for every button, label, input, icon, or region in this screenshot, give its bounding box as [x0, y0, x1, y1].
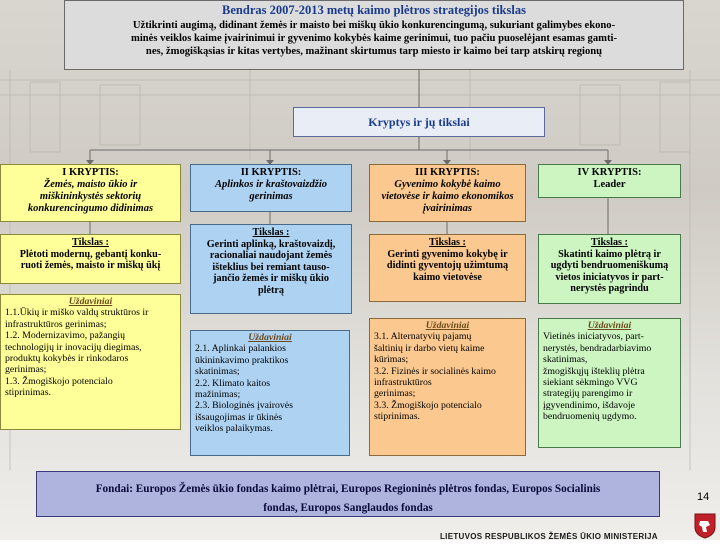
direction-3-goal-line: kaimo vietovėse [413, 271, 482, 283]
task-line: siekiant sėkmingo VVG [543, 377, 638, 389]
direction-2-title: II KRYPTIS: [240, 167, 302, 178]
task-line: įgyvendinimo, išdavoje [543, 399, 635, 411]
ministry-footer [440, 526, 694, 540]
direction-2-header [190, 164, 352, 212]
strategy-goal-box [64, 0, 684, 70]
direction-2-goal [190, 224, 352, 314]
funds-line: fondas, Europos Sanglaudos fondas [263, 502, 433, 514]
task-line: mažinimas; [195, 389, 241, 401]
direction-4-subtitle: Leader [593, 179, 626, 190]
direction-1-goal-line: ruoti žemės, maisto ir miškų ūkį [20, 260, 161, 272]
direction-1-goal-line: Plėtoti modernų, gebantį konku- [19, 248, 162, 260]
direction-1-subtitle: konkurencingumo didinimas [27, 203, 154, 214]
direction-1-tasks [0, 294, 181, 430]
direction-3-subtitle: vietovėse ir kaimo ekonomikos [381, 191, 514, 202]
task-line: gerinimas; [374, 388, 416, 400]
direction-2-goal-line: jančio žemės ir miškų ūkio [213, 273, 329, 285]
task-line: skatinimas; [195, 366, 240, 378]
task-line: 3.1. Alternatyvių pajamų [374, 331, 472, 343]
task-line: 3.3. Žmogiškojo potencialo [374, 399, 482, 411]
direction-2-goal-line: išteklius bei remiant tauso- [212, 261, 330, 273]
direction-2-tasks-label: Uždaviniai [248, 332, 292, 343]
task-line: infrastruktūros gerinimas; [5, 318, 107, 330]
direction-2-goal-line: Gerinti aplinką, kraštovaizdį, [206, 238, 336, 250]
task-line: šaltinių ir darbo vietų kaime [374, 342, 485, 354]
direction-3-subtitle: Gyvenimo kokybė kaimo [394, 179, 501, 190]
direction-2-tasks [190, 330, 350, 456]
task-line: 2.2. Klimato kaitos [195, 377, 271, 389]
funds-text [37, 472, 659, 515]
task-line: gerinimas; [5, 364, 47, 376]
task-line: 3.2. Fizinės ir socialinės kaimo [374, 365, 496, 377]
task-line: bendruomenių ugdymo. [543, 411, 637, 423]
direction-3-goal-line: didinti gyventojų užimtumą [386, 260, 509, 272]
direction-2-goal-line: plėtrą [257, 284, 285, 296]
task-line: 1.1.Ūkių ir miško valdų struktūros ir [5, 307, 149, 319]
direction-3-subtitle: įvairinimas [422, 203, 472, 214]
direction-2-goal-line: racionaliai naudojant žemės [209, 250, 333, 262]
task-line: 1.2. Modernizavimo, pažangių [5, 330, 125, 342]
direction-1-goal [0, 234, 181, 284]
direction-1-tasks-label: Uždaviniai [68, 296, 113, 307]
task-line: žmogiškųjų išteklių plėtra [543, 365, 645, 377]
task-line: 2.1. Aplinkai palankios [195, 343, 286, 355]
task-line: produktų kokybės ir rinkodaros [5, 353, 129, 365]
task-line: Vietinės iniciatyvos, part- [543, 331, 644, 343]
task-line: veiklos palaikymas. [195, 423, 273, 435]
task-line: technologijų ir inovacijų diegimas, [5, 341, 142, 353]
task-line: stiprinimas. [5, 387, 51, 399]
direction-2-subtitle: gerinimas [249, 191, 293, 202]
task-line: 1.3. Žmogiškojo potencialo [5, 375, 113, 387]
page-number: 14 [697, 491, 710, 503]
strategy-goal-line: Užtikrinti augimą, didinant žemės ir maisto bei miškų ūkio konkurencingumą, sukuriant galimybes ekono- [132, 20, 616, 31]
coat-of-arms-icon [694, 513, 716, 539]
direction-3-tasks-label: Uždaviniai [425, 320, 470, 331]
task-line: infrastruktūros [374, 377, 432, 389]
task-line: išsaugojimas ir ūkinės [195, 411, 283, 423]
direction-1-subtitle: miškininkystės sektorių [39, 191, 142, 202]
direction-4-header [538, 164, 681, 198]
direction-2-goal-label: Tikslas : [252, 227, 290, 238]
direction-1-subtitle: Žemės, maisto ūkio ir [43, 179, 138, 190]
direction-4-goal-line: Skatinti kaimo plėtrą ir [558, 248, 661, 260]
strategy-goal-title: Bendras 2007-2013 metų kaimo plėtros strategijos tikslas [222, 3, 526, 17]
direction-4-tasks [538, 318, 681, 448]
funds-box [36, 471, 660, 517]
direction-2-subtitle: Aplinkos ir kraštovaizdžio [214, 179, 328, 190]
strategy-goal-line: nes, žmogiškąsias ir kitas vertybes, mažinant skirtumus tarp miesto ir kaimo bei tarp atskirų regionų [145, 46, 603, 57]
task-line: ūkininkavimo praktikos [195, 354, 289, 366]
direction-3-goal-label: Tikslas : [429, 237, 466, 248]
task-line: skatinimas, [543, 354, 588, 366]
funds-line: Fondai: Europos Žemės ūkio fondas kaimo plėtrai, Europos Regioninės plėtros fondas, Europos Socialinis [95, 483, 601, 495]
direction-4-title: IV KRYPTIS: [577, 167, 642, 178]
direction-4-goal-label: Tikslas : [591, 237, 628, 248]
direction-4-goal-line: ugdyti bendruomeniškumą [550, 260, 669, 272]
direction-3-header [369, 164, 526, 222]
directions-box [293, 107, 545, 137]
task-line: kūrimas; [374, 354, 409, 366]
directions-label: Kryptys ir jų tikslai [368, 115, 470, 129]
strategy-goal-line: minės veiklos kaime įvairinimui ir gyvenimo kokybės kaime gerinimui, tuo pačiu puoselėjant esamas gamti- [131, 33, 617, 44]
ministry-name: LIETUVOS RESPUBLIKOS ŽEMĖS ŪKIO MINISTERIJA [440, 532, 658, 541]
direction-1-title: I KRYPTIS: [62, 167, 119, 178]
task-line: stiprinimas. [374, 411, 420, 423]
task-line: nerystės, bendradarbiavimo [543, 342, 652, 354]
strategy-goal-text [65, 18, 683, 58]
direction-3-goal-line: Gerinti gyvenimo kokybę ir [387, 248, 508, 260]
task-line: strategijų parengimo ir [543, 388, 633, 400]
direction-4-goal [538, 234, 681, 304]
direction-3-tasks [369, 318, 526, 456]
task-line: 2.3. Biologinės įvairovės [195, 400, 293, 412]
direction-3-goal [369, 234, 526, 302]
direction-4-goal-line: vietos iniciatyvos ir part- [555, 271, 664, 283]
direction-3-title: III KRYPTIS: [415, 167, 480, 178]
direction-1-header [0, 164, 181, 222]
direction-4-tasks-label: Uždaviniai [587, 320, 632, 331]
direction-4-goal-line: nerystės pagrindu [570, 283, 649, 295]
direction-1-goal-label: Tikslas : [72, 237, 109, 248]
